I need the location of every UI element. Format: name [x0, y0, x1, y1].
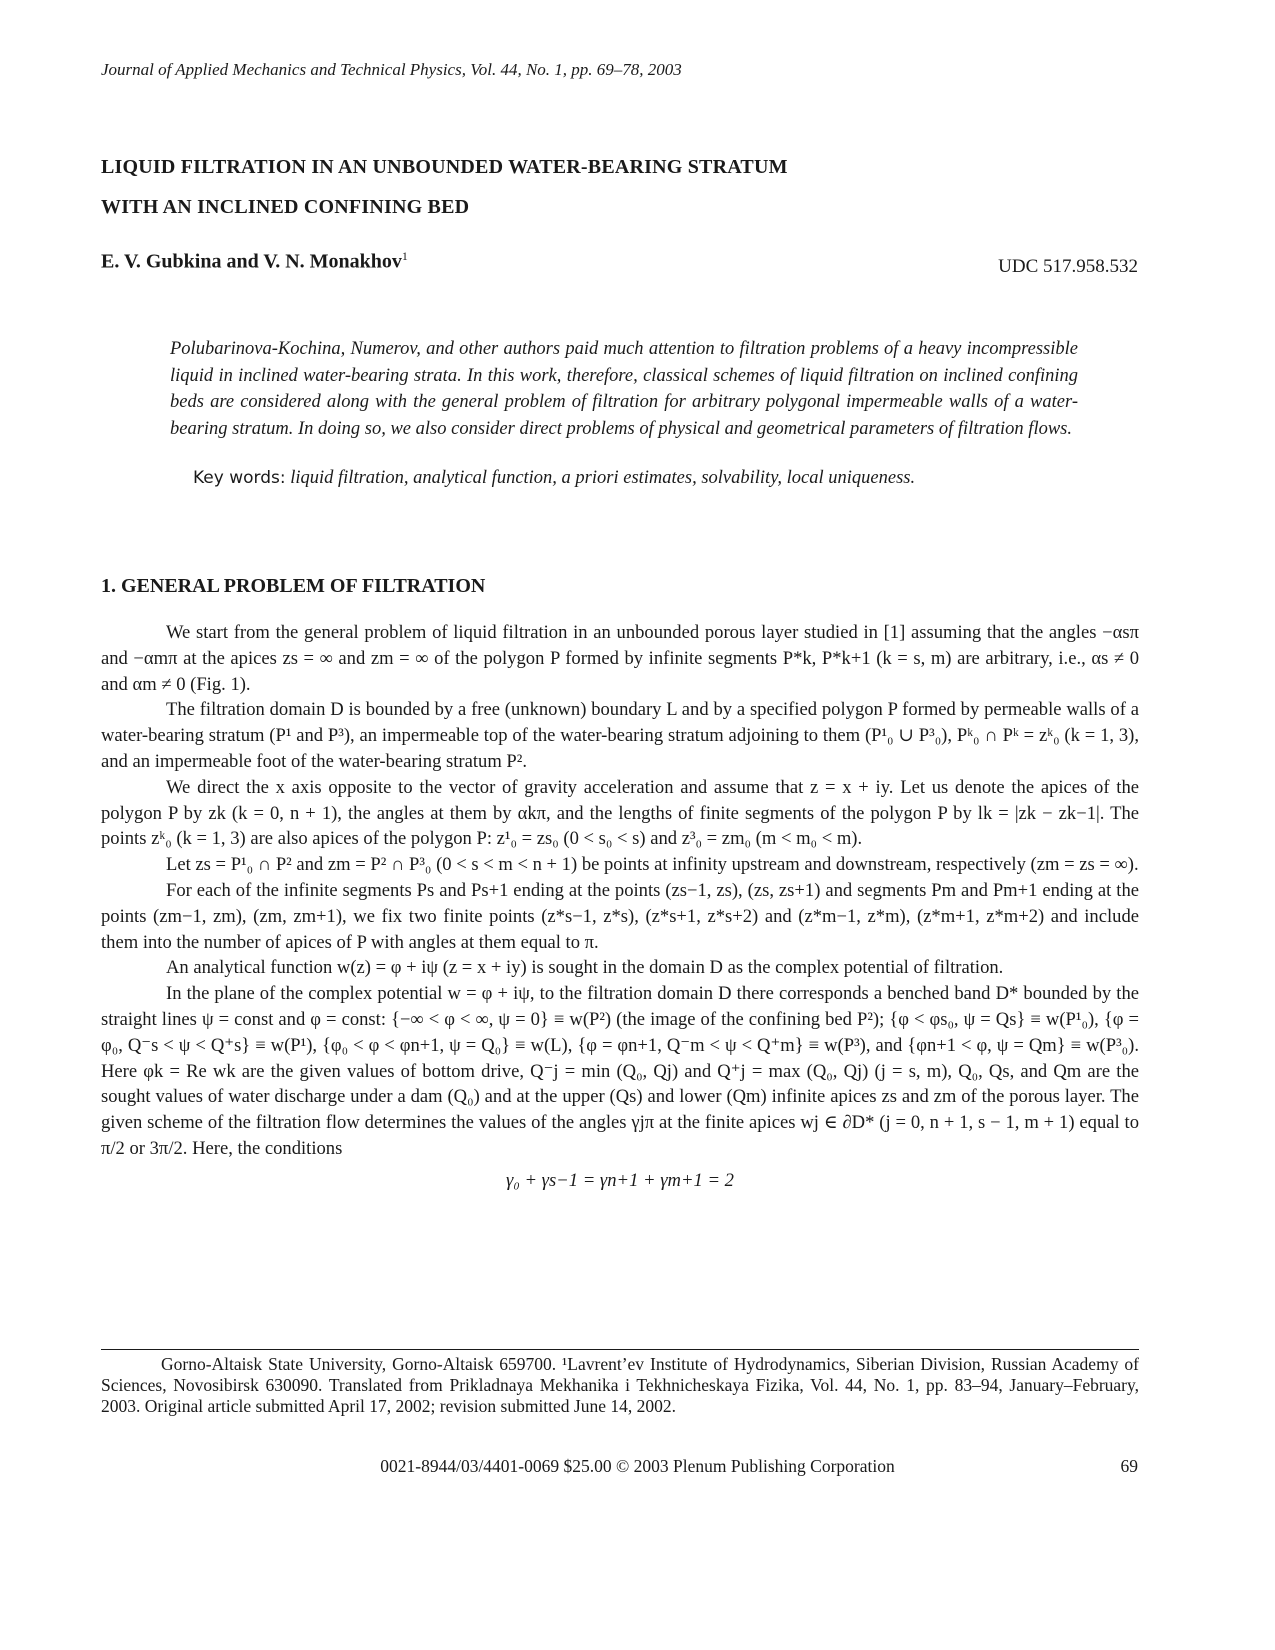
author-names: E. V. Gubkina and V. N. Monakhov	[101, 250, 402, 273]
equation: γ₀ + γs−1 = γn+1 + γm+1 = 2	[506, 1169, 734, 1191]
section-heading: 1. GENERAL PROBLEM OF FILTRATION	[101, 575, 486, 597]
paper-title	[101, 147, 1101, 227]
footnote: Gorno-Altaisk State University, Gorno-Altaisk 659700. ¹Lavrent’ev Institute of Hydrodynamics, Siberian Division, Russian Academy of Sciences, Novosibirsk 630090. Translated from Prikladnaya Mekhanika i Tekhnicheskaya Fizika, Vol. 44, No. 1, pp. 83–94, January–February, 2003. Original article submitted April 17, 2002; revision submitted June 14, 2002.	[101, 1354, 1139, 1416]
keywords	[193, 468, 1093, 489]
body-text	[101, 620, 1139, 1194]
paragraph: We start from the general problem of liquid filtration in an unbounded porous layer studied in [1] assuming that the angles −αsπ and −αmπ at the apices zs = ∞ and zm = ∞ of the polygon P formed by infinite segments P*k, P*k+1 (k = s, m) are arbitrary, i.e., αs ≠ 0 and αm ≠ 0 (Fig. 1).	[101, 622, 1139, 695]
keywords-text: liquid filtration, analytical function, a priori estimates, solvability, local uniqueness.	[290, 468, 916, 488]
page-number: 69	[1120, 1456, 1138, 1476]
affiliation-mark: 1	[401, 249, 408, 263]
paragraph: In the plane of the complex potential w = φ + iψ, to the filtration domain D there corresponds a benched band D* bounded by the straight lines ψ = const and φ = const: {−∞ < φ < ∞, ψ = 0} ≡ w(P²) (the image of the confining bed P²); {φ < φs₀, ψ = Qs} ≡ w(P¹₀), {φ = φ₀, Q⁻s < ψ < Q⁺s} ≡ w(P¹), {φ₀ < φ < φn+1, ψ = Q₀} ≡ w(L), {φ = φn+1, Q⁻m < ψ < Q⁺m} ≡ w(P³), and {φn+1 < φ, ψ = Qm} ≡ w(P³₀). Here φk = Re wk are the given values of bottom drive, Q⁻j = min (Q₀, Qj) and Q⁺j = max (Q₀, Qj) (j = s, m), Q₀, Qs, and Qm are the sought values of water discharge under a dam (Q₀) and at the upper (Qs) and lower (Qm) infinite apices zs and zm of the porous layer. The given scheme of the filtration flow determines the values of the angles γjπ at the finite apices wj ∈ ∂D* (j = 0, n + 1, s − 1, m + 1) equal to π/2 or 3π/2. Here, the conditions	[101, 983, 1139, 1159]
paragraph: For each of the infinite segments Ps and Ps+1 ending at the points (zs−1, zs), (zs, zs+1) and segments Pm and Pm+1 ending at the points (zm−1, zm), (zm, zm+1), we fix two finite points (z*s−1, z*s), (z*s+1, z*s+2) and (z*m−1, z*m), (z*m+1, z*m+2) and include them into the number of apices of P with angles at them equal to π.	[101, 879, 1139, 953]
paragraph: An analytical function w(z) = φ + iψ (z = x + iy) is sought in the domain D as the complex potential of filtration.	[166, 957, 1004, 979]
title-line-2: WITH AN INCLINED CONFINING BED	[101, 196, 470, 218]
paragraph: The filtration domain D is bounded by a free (unknown) boundary L and by a specified polygon P formed by permeable walls of a water-bearing stratum (P¹ and P³), an impermeable top of the water-bearing stratum adjoining to them (P¹₀ ∪ P³₀), Pᵏ₀ ∩ Pᵏ = zᵏ₀ (k = 1, 3), and an impermeable foot of the water-bearing stratum P².	[101, 699, 1139, 772]
footnote-divider	[101, 1349, 1139, 1350]
paragraph: We direct the x axis opposite to the vector of gravity acceleration and assume that z = x + iy. Let us denote the apices of the polygon P by zk (k = 0, n + 1), the angles at them by αkπ, and the lengths of finite segments of the polygon P by lk = |zk − zk−1|. The points zᵏ₀ (k = 1, 3) are also apices of the polygon P: z¹₀ = zs₀ (0 < s₀ < s) and z³₀ = zm₀ (m < m₀ < m).	[101, 776, 1139, 850]
copyright-line: 0021-8944/03/4401-0069 $25.00 © 2003 Plenum Publishing Corporation	[380, 1456, 895, 1476]
udc-code: UDC 517.958.532	[998, 256, 1138, 277]
running-head: Journal of Applied Mechanics and Technical Physics, Vol. 44, No. 1, pp. 69–78, 2003	[101, 60, 682, 79]
paragraph: Let zs = P¹₀ ∩ P² and zm = P² ∩ P³₀ (0 < s < m < n + 1) be points at infinity upstream and downstream, respectively (zm = zs = ∞).	[166, 854, 1139, 876]
keywords-label: Key words:	[193, 468, 286, 488]
authors	[101, 249, 408, 274]
title-line-1: LIQUID FILTRATION IN AN UNBOUNDED WATER-BEARING STRATUM	[101, 156, 788, 178]
abstract: Polubarinova-Kochina, Numerov, and other authors paid much attention to filtration problems of a heavy incompressible liquid in inclined water-bearing strata. In this work, therefore, classical schemes of liquid filtration on inclined confining beds are considered along with the general problem of filtration for arbitrary polygonal impermeable walls of a water-bearing stratum. In doing so, we also consider direct problems of physical and geometrical parameters of filtration flows.	[170, 339, 1078, 439]
